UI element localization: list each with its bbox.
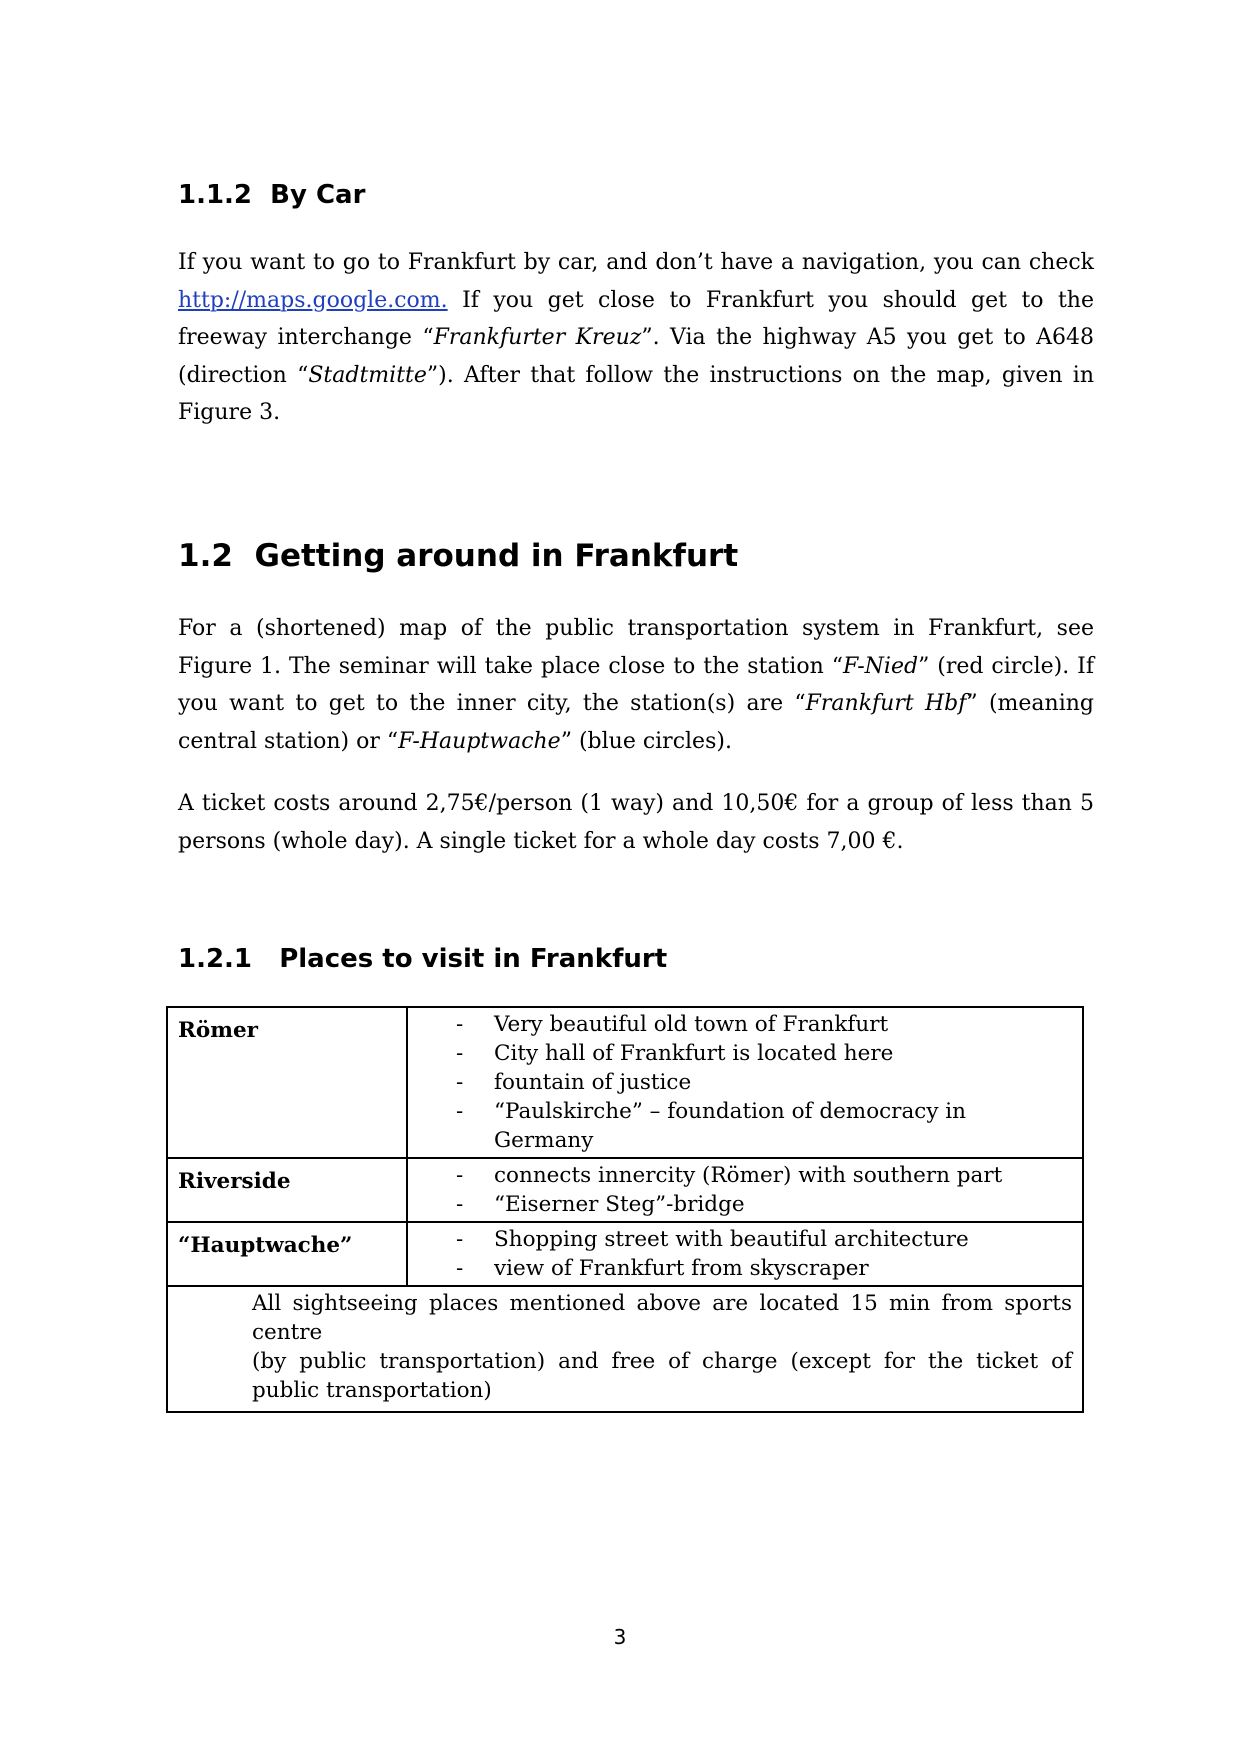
car-paragraph: If you want to go to Frankfurt by car, and don’t have a navigation, you can check http://maps.google.com. If you get close to Frankfurt you should get to the freeway interchange “Frankfurter Kreuz”. Via the highway A5 you get to A648 (direction “Stadtmitte”). After that follow the instructions on the map, given in Figure 3. [178,250,1095,425]
table-row [167,1286,1083,1412]
place-name: Riverside [167,1158,407,1222]
heading-number: 1.2.1 [178,944,253,974]
table-row [167,1158,1083,1222]
list-item: - City hall of Frankfurt is located here [408,1039,1072,1068]
list-item: - fountain of justice [408,1068,1072,1097]
heading-by-car [178,180,365,210]
places-table [166,1006,1084,1413]
list-item: - Very beautiful old town of Frankfurt [408,1010,1072,1039]
google-maps-link[interactable]: http://maps.google.com. [178,287,448,313]
f-nied-term: F-Nied [842,653,919,679]
ticket-paragraph: A ticket costs around 2,75€/person (1 way) and 10,50€ for a group of less than 5 persons (whole day). A single ticket for a whole day costs 7,00 €. [178,791,1094,854]
list-item: - connects innercity (Römer) with southern part [408,1161,1072,1190]
transport-paragraph: For a (shortened) map of the public transportation system in Frankfurt, see Figure 1. The seminar will take place close to the station “F-Nied” (red circle). If you want to get to the inner city, the station(s) are “Frankfurt Hbf” (meaning central station) or “F-Hauptwache” (blue circles). [178,616,1094,754]
note-line: (by public transportation) and free of charge (except for the ticket of public transportation) [252,1349,1072,1403]
heading-title: Getting around in Frankfurt [254,538,739,574]
place-name: “Hauptwache” [167,1222,407,1286]
table-row [167,1222,1083,1286]
place-description [407,1158,1083,1222]
list-item: - Shopping street with beautiful architecture [408,1225,1072,1254]
note-line: All sightseeing places mentioned above are located 15 min from sports centre [252,1291,1072,1345]
frankfurter-kreuz-term: Frankfurter Kreuz [433,325,642,350]
f-hauptwache-term: F-Hauptwache [398,728,561,754]
table-row [167,1007,1083,1158]
heading-number: 1.2 [178,538,233,574]
place-name: Römer [167,1007,407,1158]
place-description [407,1007,1083,1158]
stadtmitte-term: Stadtmitte [308,362,427,388]
list-item: - “Eiserner Steg”-bridge [408,1190,1072,1219]
place-description [407,1222,1083,1286]
heading-getting-around [178,538,738,574]
frankfurt-hbf-term: Frankfurt Hbf [805,691,967,716]
list-item: - view of Frankfurt from skyscraper [408,1254,1072,1283]
heading-title: By Car [270,180,366,210]
list-item: - “Paulskirche” – foundation of democracy in Germany [408,1097,1072,1155]
page-number: 3 [613,1625,627,1649]
heading-places-to-visit [178,944,667,974]
heading-title: Places to visit in Frankfurt [279,944,668,974]
heading-number: 1.1.2 [178,180,253,210]
places-note [167,1286,1083,1412]
